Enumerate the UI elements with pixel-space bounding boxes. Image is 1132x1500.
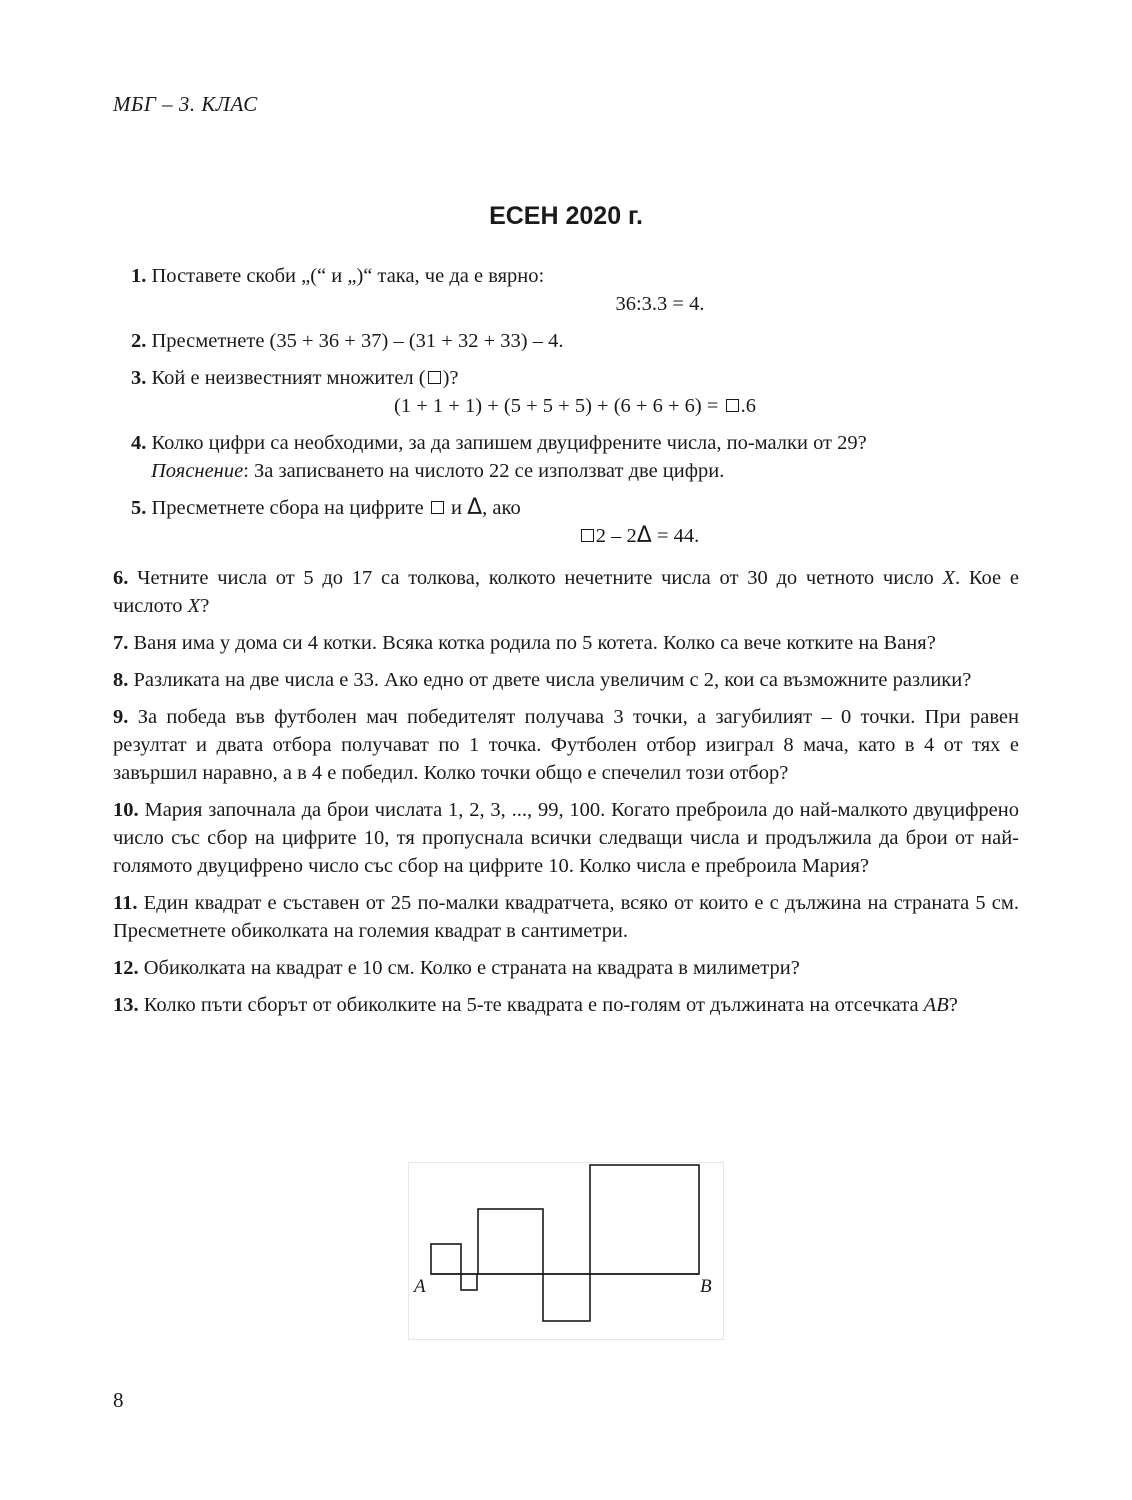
- problem-number: 9.: [113, 706, 129, 728]
- problem-text: Разликата на две числа е 33. Ако едно от двете числа увеличим с 2, кои са възможните разлики?: [133, 669, 972, 691]
- problem-number: 3.: [131, 367, 147, 389]
- triangle-symbol: Δ: [636, 523, 652, 548]
- formula-part: = 44.: [651, 525, 700, 547]
- formula-part: .6: [740, 395, 756, 417]
- page-number: 8: [113, 1388, 124, 1412]
- problem-number: 11.: [113, 892, 138, 914]
- problem-number: 13.: [113, 994, 139, 1016]
- point-b-label: B: [700, 1276, 712, 1297]
- variable-x: X: [187, 595, 201, 617]
- running-header: МБГ – 3. КЛАС: [113, 92, 258, 116]
- problem-4: [113, 429, 1019, 485]
- problem-text: Пресметнете сбора на цифрите: [151, 497, 429, 519]
- problem-1: [113, 262, 1019, 318]
- problem-10: [113, 796, 1019, 880]
- problem-text: Пресметнете (35 + 36 + 37) – (31 + 32 + 33) – 4.: [151, 330, 564, 352]
- formula-part: (1 + 1 + 1) + (5 + 5 + 5) + (6 + 6 + 6) =: [394, 395, 724, 417]
- problem-text: Кой е неизвестният множител (: [151, 367, 426, 389]
- square-1: [431, 1244, 461, 1274]
- square-4: [543, 1274, 590, 1321]
- problem-text: и: [445, 497, 468, 519]
- formula-part: 2 – 2: [595, 525, 637, 547]
- square-5: [590, 1165, 699, 1274]
- segment-label: AB: [923, 994, 949, 1016]
- point-a-label: A: [414, 1276, 426, 1297]
- problem-formula: 36:3.3 = 4.: [615, 293, 705, 315]
- problem-8: [113, 666, 1019, 694]
- problem-number: 8.: [113, 669, 129, 691]
- triangle-symbol: Δ: [467, 495, 483, 520]
- square-placeholder-icon: [428, 371, 441, 384]
- problem-text: . Кое е числото: [113, 567, 1019, 617]
- problem-3: [113, 364, 1019, 420]
- problem-text: Един квадрат е съставен от 25 по-малки квадратчета, всяко от които е с дължина на страната 5 см. Пресметнете обиколката на големия квадрат в сантиметри.: [113, 892, 1020, 942]
- problem-7: [113, 629, 1019, 657]
- page-title: ЕСЕН 2020 г.: [489, 202, 643, 230]
- problem-text: ?: [200, 595, 210, 617]
- problem-formula: [131, 392, 1019, 420]
- problem-13: [113, 991, 1019, 1019]
- diagram-frame: [409, 1163, 724, 1340]
- problem-number: 4.: [131, 432, 147, 454]
- problem-number: 10.: [113, 799, 139, 821]
- problem-9: [113, 703, 1019, 787]
- square-2: [461, 1274, 477, 1290]
- problem-text: Ваня има у дома си 4 котки. Всяка котка родила по 5 котета. Колко са вече котките на Ваня?: [133, 632, 936, 654]
- squares-diagram: [408, 1162, 724, 1340]
- problem-formula: [131, 522, 1019, 550]
- note-text: : За записването на числото 22 се използват две цифри.: [243, 460, 725, 482]
- problem-number: 7.: [113, 632, 129, 654]
- variable-x: X: [942, 567, 956, 589]
- problem-5: [113, 494, 1019, 550]
- square-3: [478, 1209, 543, 1274]
- problem-6: [113, 564, 1019, 620]
- square-placeholder-icon: [581, 529, 594, 542]
- problem-12: [113, 954, 1019, 982]
- square-placeholder-icon: [431, 501, 444, 514]
- problem-number: 12.: [113, 957, 139, 979]
- problem-text: За победа във футболен мач победителят получава 3 точки, а загубилият – 0 точки. При равен резултат и двата отбора получават по 1 точка. Футболен отбор изиграл 8 мача, като в 4 от тях е завършил наравно, а в 4 е победил. Колко точки общо е спечелил този отбор?: [113, 706, 1020, 784]
- problem-number: 1.: [131, 265, 147, 287]
- problem-text: Колко цифри са необходими, за да запишем двуцифрените числа, по-малки от 29?: [151, 432, 867, 454]
- problem-11: [113, 889, 1019, 945]
- problem-2: [113, 327, 1019, 355]
- problem-text: , ако: [482, 497, 521, 519]
- problem-text: Мария започнала да брои числата 1, 2, 3, ..., 99, 100. Когато преброила до най-малкото двуцифрено число със сбор на цифрите 10, тя пропуснала всички следващи числа и продължила да брои от най-голямото двуцифрено число със сбор на цифрите 10. Колко числа е преброила Мария?: [113, 799, 1020, 877]
- problem-text: Поставете скоби „(“ и „)“ така, че да е вярно:: [151, 265, 545, 287]
- problem-text: Колко пъти сборът от обиколките на 5-те квадрата е по-голям от дължината на отсечката: [143, 994, 924, 1016]
- problem-list: [113, 262, 1019, 1028]
- problem-text: Четните числа от 5 до 17 са толкова, колкото нечетните числа от 30 до четното число: [137, 567, 943, 589]
- problem-number: 6.: [113, 567, 129, 589]
- problem-text: )?: [442, 367, 459, 389]
- square-placeholder-icon: [726, 399, 739, 412]
- problem-number: 2.: [131, 330, 147, 352]
- problem-text: ?: [948, 994, 958, 1016]
- problem-text: Обиколката на квадрат е 10 см. Колко е страната на квадрата в милиметри?: [143, 957, 800, 979]
- problem-number: 5.: [131, 497, 147, 519]
- note-label: Пояснение: [151, 460, 244, 482]
- problem-note: [131, 457, 1019, 485]
